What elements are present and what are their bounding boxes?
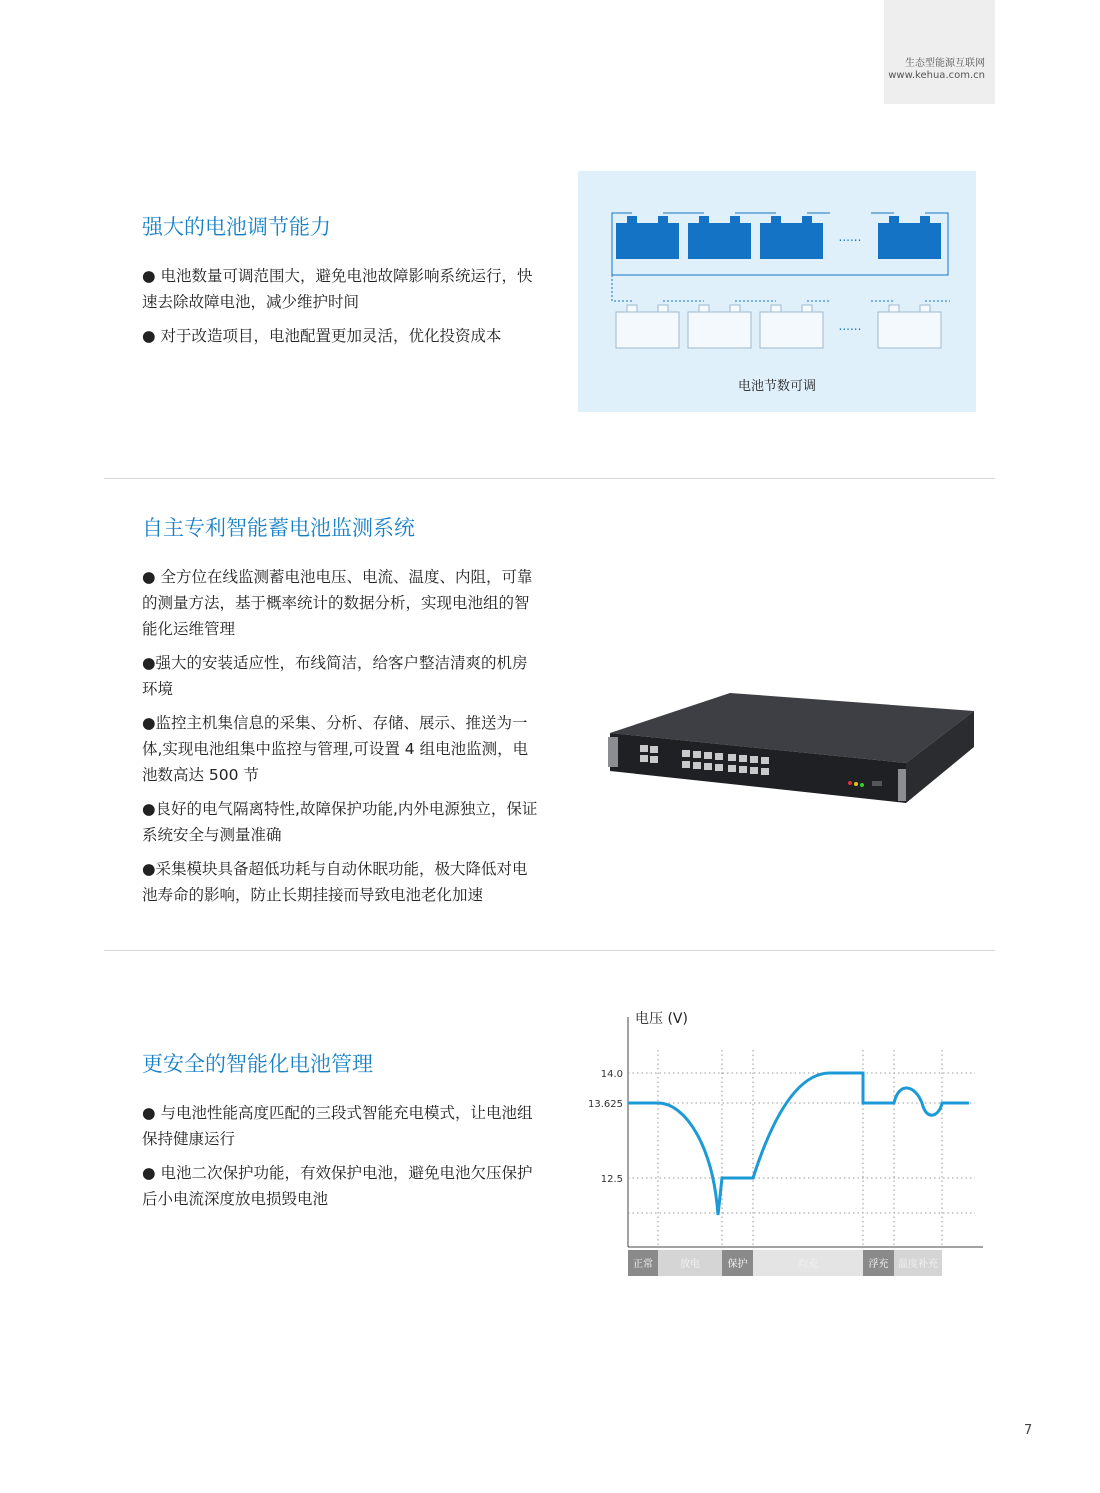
section2-bullet: ●监控主机集信息的采集、分析、存储、展示、推送为一体,实现电池组集中监控与管理,可设置 4 组电池监测，电池数高达 500 节 <box>142 714 529 784</box>
phase-label: 温度补充 <box>898 1259 938 1270</box>
rack-ear-left <box>608 737 618 767</box>
inactive-battery-row <box>612 275 950 348</box>
phase-label: 均充 <box>798 1259 818 1270</box>
section1-bullet: ● 电池数量可调范围大，避免电池故障影响系统运行，快速去除故障电池，减少维护时间 <box>142 267 533 311</box>
phase-label: 浮充 <box>868 1259 889 1270</box>
section2-bullet: ● 全方位在线监测蓄电池电压、电流、温度、内阻，可靠的测量方法，基于概率统计的数据分析，实现电池组的智能化运维管理 <box>142 568 533 638</box>
battery-active <box>878 223 941 259</box>
charging-curve-chart <box>585 1005 995 1295</box>
header-tag <box>884 0 995 104</box>
ytick-label: 14.0 <box>600 1069 623 1080</box>
rack-ear-right <box>898 769 906 801</box>
monitoring-host-image <box>600 685 980 820</box>
battery-active <box>688 223 751 259</box>
battery-inactive <box>616 312 679 348</box>
section3-title: 更安全的智能化电池管理 <box>142 1052 373 1076</box>
battery-diagram <box>578 171 976 412</box>
ellipsis-bottom: ...... <box>838 319 862 333</box>
phase-label: 正常 <box>633 1259 653 1270</box>
section1-bullet: ● 对于改造项目，电池配置更加灵活，优化投资成本 <box>142 327 502 345</box>
company-tagline: 生态型能源互联网 <box>905 58 985 69</box>
battery-inactive <box>760 312 823 348</box>
h-grid <box>628 1073 975 1213</box>
section3-bullet: ● 与电池性能高度匹配的三段式智能充电模式，让电池组保持健康运行 <box>142 1104 533 1148</box>
v-grid <box>658 1050 942 1247</box>
phase-label: 保护 <box>727 1259 748 1270</box>
ellipsis-top: ...... <box>838 230 862 244</box>
phase-label: 放电 <box>680 1259 700 1270</box>
chart-svg <box>585 1005 995 1295</box>
company-url: www.kehua.com.cn <box>888 70 985 81</box>
section2-bullet: ●良好的电气隔离特性,故障保护功能,内外电源独立，保证系统安全与测量准确 <box>142 800 538 844</box>
battery-active <box>616 223 679 259</box>
section2-title: 自主专利智能蓄电池监测系统 <box>142 516 415 540</box>
battery-active <box>760 223 823 259</box>
voltage-curve <box>628 1073 969 1215</box>
section3-bullets <box>142 1100 542 1220</box>
active-battery-row <box>612 213 948 275</box>
section2-bullet: ●采集模块具备超低功耗与自动休眠功能，极大降低对电池寿命的影响，防止长期挂接而导致电池老化加速 <box>142 860 528 904</box>
ytick-label: 12.5 <box>600 1174 623 1185</box>
section3-bullet: ● 电池二次保护功能，有效保护电池，避免电池欠压保护后小电流深度放电损毁电池 <box>142 1164 533 1208</box>
divider <box>104 478 995 479</box>
section1-bullets <box>142 263 542 357</box>
battery-inactive <box>878 312 941 348</box>
diagram-caption: 电池节数可调 <box>737 379 816 394</box>
page-number: 7 <box>1024 1423 1033 1438</box>
battery-inactive <box>688 312 751 348</box>
phase-bar <box>628 1250 942 1276</box>
section2-bullets <box>142 564 542 916</box>
divider <box>104 950 995 951</box>
chart-ylabel: 电压 (V) <box>635 1011 688 1027</box>
section1-title: 强大的电池调节能力 <box>142 215 331 239</box>
section2-bullet: ●强大的安装适应性，布线简洁，给客户整洁清爽的机房环境 <box>142 654 528 698</box>
ytick-label: 13.625 <box>588 1099 623 1110</box>
